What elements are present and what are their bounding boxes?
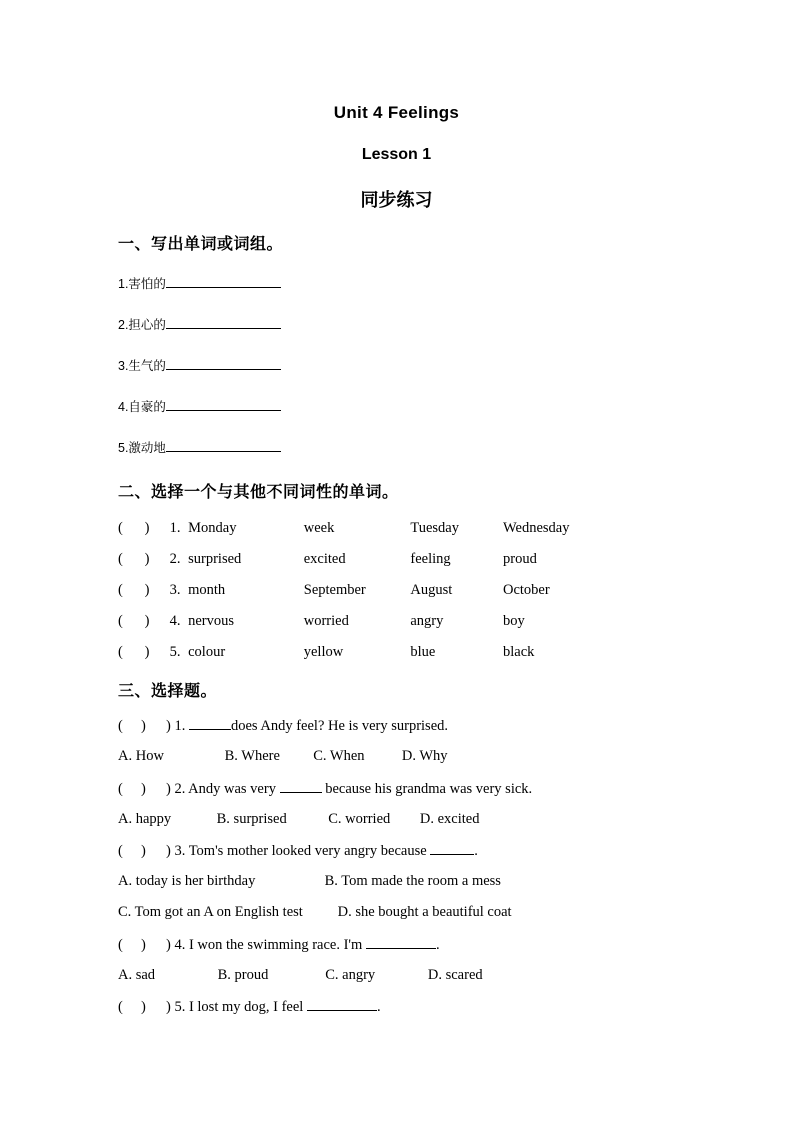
row-4-number: 4. (169, 613, 181, 629)
row-2-option-a[interactable]: surprised (188, 551, 242, 567)
row-1-number: 1. (169, 520, 181, 536)
mc4-option-c[interactable]: C. angry (325, 967, 376, 983)
row-5-option-b[interactable]: yellow (303, 644, 344, 660)
row-2-option-d[interactable]: proud (503, 551, 537, 567)
word-choice-row-5[interactable] (118, 644, 534, 661)
mc-answers-3-row1 (118, 873, 501, 890)
fill-item-3 (118, 356, 281, 374)
fill-item-4-blank[interactable] (166, 397, 281, 411)
mc4-option-d[interactable]: D. scared (427, 967, 483, 983)
fill-item-1-blank[interactable] (166, 274, 281, 288)
mc-question-2-stem-post: because his grandma was very sick. (321, 781, 533, 797)
answer-paren-2[interactable]: ( ) (118, 551, 150, 567)
mc1-option-d[interactable]: D. Why (401, 748, 448, 764)
mc4-option-a[interactable]: A. sad (118, 967, 156, 983)
row-3-option-a[interactable]: month (188, 582, 226, 598)
row-3-option-d[interactable]: October (503, 582, 550, 598)
row-4-option-a[interactable]: nervous (188, 613, 235, 629)
word-choice-row-3[interactable] (118, 582, 550, 599)
mc2-option-d[interactable]: D. excited (419, 811, 480, 827)
answer-paren-5[interactable]: ( ) (118, 644, 150, 660)
fill-item-3-blank[interactable] (166, 356, 281, 370)
mc-question-1-blank[interactable] (189, 717, 231, 730)
row-1-option-b[interactable]: week (303, 520, 335, 536)
fill-item-1 (118, 274, 281, 292)
mc1-option-a[interactable]: A. How (118, 748, 164, 764)
mc4-option-b[interactable]: B. proud (217, 967, 269, 983)
fill-item-5-blank[interactable] (166, 438, 281, 452)
word-choice-row-4[interactable] (118, 613, 525, 630)
mc3-option-c[interactable]: C. Tom got an A on English test (118, 904, 303, 920)
mc-question-3 (118, 842, 478, 860)
mc-answer-paren-2[interactable]: ( ) (118, 781, 146, 797)
fill-item-4-label: 4.自豪的 (118, 400, 166, 414)
lesson-title: Lesson 1 (361, 146, 432, 163)
row-5-number: 5. (169, 644, 181, 660)
fill-item-5-label: 5.激动地 (118, 441, 166, 455)
word-choice-row-1[interactable] (118, 520, 569, 537)
section-heading-1: 一、写出单词或词组。 (118, 236, 284, 253)
answer-paren-4[interactable]: ( ) (118, 613, 150, 629)
row-4-option-b[interactable]: worried (303, 613, 349, 629)
row-2-option-c[interactable]: feeling (410, 551, 451, 567)
row-2-option-b[interactable]: excited (303, 551, 346, 567)
mc-answer-paren-5[interactable]: ( ) (118, 999, 146, 1015)
mc2-option-b[interactable]: B. surprised (216, 811, 287, 827)
answer-paren-3[interactable]: ( ) (118, 582, 150, 598)
mc2-option-c[interactable]: C. worried (328, 811, 391, 827)
fill-item-3-label: 3.生气的 (118, 359, 166, 373)
mc-question-2-stem-pre: ) 2. Andy was very (166, 781, 280, 797)
mc-question-5-stem-post: . (376, 999, 381, 1015)
page-title: Unit 4 Feelings (333, 103, 460, 122)
answer-paren-1[interactable]: ( ) (118, 520, 150, 536)
fill-item-2 (118, 315, 281, 333)
mc-answers-2 (118, 811, 479, 828)
mc-question-3-stem-post: . (474, 843, 478, 859)
mc-question-4-stem-pre: ) 4. I won the swimming race. I'm (166, 937, 366, 953)
fill-item-1-label: 1.害怕的 (118, 277, 166, 291)
practice-title: 同步练习 (360, 190, 433, 210)
mc-question-2 (118, 780, 532, 798)
mc-answers-3-row2 (118, 904, 512, 921)
mc-question-3-stem-pre: ) 3. Tom's mother looked very angry because (166, 843, 431, 859)
mc-question-1-stem-post: does Andy feel? He is very surprised. (230, 718, 449, 734)
row-5-option-a[interactable]: colour (188, 644, 226, 660)
row-3-option-c[interactable]: August (410, 582, 453, 598)
fill-item-2-label: 2.担心的 (118, 318, 166, 332)
mc-answers-1 (118, 748, 448, 765)
mc-question-5-blank[interactable] (307, 998, 377, 1011)
row-4-option-d[interactable]: boy (503, 613, 525, 629)
mc3-option-d[interactable]: D. she bought a beautiful coat (337, 904, 512, 920)
section-heading-2: 二、选择一个与其他不同词性的单词。 (118, 484, 399, 501)
row-1-option-d[interactable]: Wednesday (503, 520, 570, 536)
mc-question-5 (118, 998, 381, 1016)
row-5-option-c[interactable]: blue (410, 644, 436, 660)
fill-item-2-blank[interactable] (166, 315, 281, 329)
mc-question-1-stem-pre: ) 1. (166, 718, 189, 734)
row-3-option-b[interactable]: September (303, 582, 366, 598)
row-4-option-c[interactable]: angry (410, 613, 444, 629)
mc1-option-b[interactable]: B. Where (224, 748, 280, 764)
row-2-number: 2. (169, 551, 181, 567)
mc3-option-b[interactable]: B. Tom made the room a mess (324, 873, 501, 889)
mc-answer-paren-4[interactable]: ( ) (118, 937, 146, 953)
mc3-option-a[interactable]: A. today is her birthday (118, 873, 256, 889)
mc-question-4-stem-post: . (435, 937, 440, 953)
word-choice-row-2[interactable] (118, 551, 537, 568)
section-heading-3: 三、选择题。 (118, 683, 218, 700)
mc-question-3-blank[interactable] (430, 842, 474, 855)
mc2-option-a[interactable]: A. happy (118, 811, 172, 827)
mc-question-4 (118, 936, 440, 954)
mc-answers-4 (118, 967, 483, 984)
mc-question-5-stem-pre: ) 5. I lost my dog, I feel (166, 999, 307, 1015)
row-1-option-a[interactable]: Monday (188, 520, 237, 536)
row-3-number: 3. (169, 582, 181, 598)
mc-question-4-blank[interactable] (366, 936, 436, 949)
mc-question-2-blank[interactable] (280, 780, 322, 793)
fill-item-4 (118, 397, 281, 415)
mc-answer-paren-3[interactable]: ( ) (118, 843, 146, 859)
mc1-option-c[interactable]: C. When (313, 748, 365, 764)
row-5-option-d[interactable]: black (503, 644, 535, 660)
row-1-option-c[interactable]: Tuesday (410, 520, 459, 536)
mc-answer-paren-1[interactable]: ( ) (118, 718, 146, 734)
fill-item-5 (118, 438, 281, 456)
mc-question-1 (118, 717, 448, 735)
